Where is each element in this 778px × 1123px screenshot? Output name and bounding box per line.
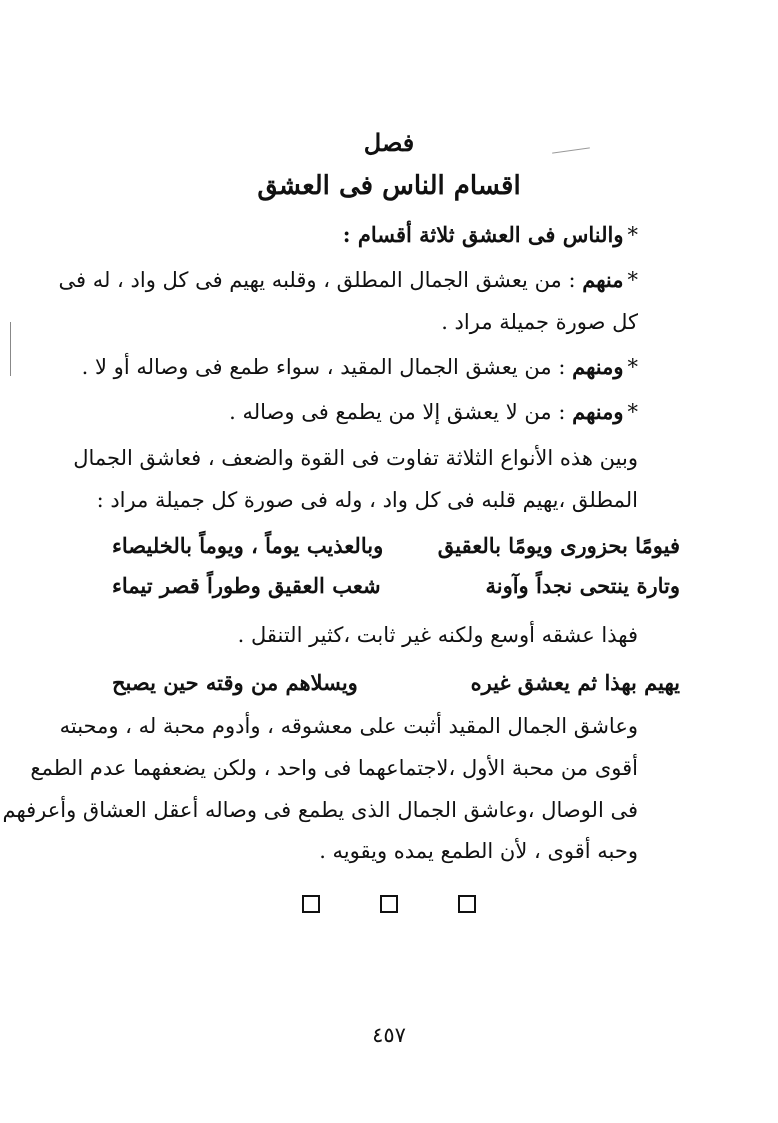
item1-text: : من يعشق الجمال المطلق ، وقلبه يهيم فى كل واد ، له فى bbox=[58, 268, 576, 292]
para3-line3: فى الوصال ،وعاشق الجمال الذى يطمع فى وصاله أعقل العشاق وأعرفهم bbox=[2, 798, 638, 822]
para3-line1: وعاشق الجمال المقيد أثبت على معشوقه ، وأدوم محبة له ، ومحبته bbox=[59, 714, 638, 738]
page-number: ٤٥٧ bbox=[372, 1023, 406, 1047]
bullet-star: * bbox=[627, 223, 638, 247]
bullet-star: * bbox=[627, 400, 638, 424]
item2-text: : من يعشق الجمال المقيد ، سواء طمع فى وصاله أو لا . bbox=[81, 355, 566, 379]
square-ornament bbox=[302, 895, 320, 913]
item1-label: منهم bbox=[582, 267, 624, 292]
item3-text: : من لا يعشق إلا من يطمع فى وصاله . bbox=[229, 400, 566, 424]
item2-label: ومنهم bbox=[572, 354, 624, 379]
para1-line2: المطلق ،يهيم قلبه فى كل واد ، وله فى صورة كل جميلة مراد : bbox=[96, 488, 638, 512]
verse1-hemistich-2: وبالعذيب يوماً ، ويوماً بالخليصاء bbox=[112, 533, 384, 558]
item3-label: ومنهم bbox=[572, 399, 624, 424]
square-ornament bbox=[380, 895, 398, 913]
verse1-hemistich-3: وتارة ينتحى نجداً وآونة bbox=[485, 573, 680, 598]
square-ornament bbox=[458, 895, 476, 913]
verse2-hemistich-1: يهيم بهذا ثم يعشق غيره bbox=[470, 670, 680, 695]
item1-line2: كل صورة جميلة مراد . bbox=[441, 310, 638, 334]
intro-text: والناس فى العشق ثلاثة أقسام : bbox=[342, 222, 624, 247]
intro-line bbox=[343, 220, 638, 250]
para3-line4: وحبه أقوى ، لأن الطمع يمده ويقويه . bbox=[319, 839, 638, 863]
section-label: فصل bbox=[363, 128, 415, 157]
verse1-hemistich-1: فيومًا بحزورى ويومًا بالعقيق bbox=[437, 533, 680, 558]
para2-line: فهذا عشقه أوسع ولكنه غير ثابت ،كثير التنقل . bbox=[237, 623, 638, 647]
bullet-star: * bbox=[627, 355, 638, 379]
scan-mark bbox=[10, 322, 11, 376]
para3-line2: أقوى من محبة الأول ،لاجتماعهما فى واحد ، ولكن يضعفهما عدم الطمع bbox=[30, 756, 638, 780]
section-title: اقسام الناس فى العشق bbox=[257, 171, 521, 201]
para1-line1: وبين هذه الأنواع الثلاثة تفاوت فى القوة والضعف ، فعاشق الجمال bbox=[73, 446, 638, 470]
verse1-hemistich-4: شعب العقيق وطوراً قصر تيماء bbox=[112, 573, 381, 598]
verse2-hemistich-2: ويسلاهم من وقته حين يصبح bbox=[112, 670, 358, 695]
item1-line1 bbox=[58, 265, 638, 295]
item3-line bbox=[229, 397, 638, 427]
section-end-ornament bbox=[0, 893, 778, 913]
bullet-star: * bbox=[627, 268, 638, 292]
item2-line bbox=[82, 352, 638, 382]
